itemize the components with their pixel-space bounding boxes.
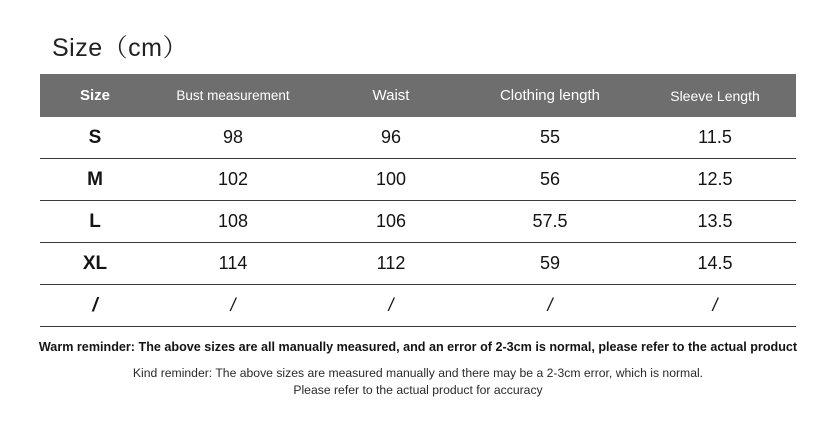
- table-row: [40, 243, 796, 285]
- cell-size: XL: [82, 252, 108, 274]
- table-header: [40, 74, 796, 117]
- cell-bust: /: [230, 295, 236, 315]
- cell-clothing-length: /: [547, 295, 553, 315]
- cell-waist: /: [388, 295, 394, 315]
- column-header-bust: Bust measurement: [176, 88, 290, 103]
- column-header-size: Size: [79, 87, 110, 104]
- cell-bust: 114: [218, 253, 248, 273]
- size-table: [40, 74, 796, 327]
- cell-bust: 108: [217, 211, 249, 231]
- table-row: [40, 285, 796, 327]
- cell-size: /: [92, 294, 98, 316]
- cell-sleeve-length: 11.5: [698, 127, 732, 147]
- cell-sleeve-length: 13.5: [697, 211, 733, 231]
- cell-clothing-length: 57.5: [532, 211, 568, 231]
- reminder-notes: [0, 330, 836, 399]
- cell-clothing-length: 55: [539, 127, 561, 147]
- warm-reminder-text: Warm reminder: The above sizes are all manually measured, and an error of 2-3cm is normal, please refer to the actual product: [38, 340, 798, 354]
- size-table-container: [40, 74, 796, 327]
- table-header-row: [40, 74, 796, 117]
- cell-bust: 102: [217, 169, 249, 189]
- cell-clothing-length: 59: [539, 253, 561, 273]
- cell-size: L: [89, 210, 101, 232]
- cell-waist: 106: [375, 211, 407, 231]
- kind-reminder-line-1: Kind reminder: The above sizes are measured manually and there may be a 2-3cm error, which is normal.: [132, 366, 704, 380]
- table-body: [40, 117, 796, 327]
- column-header-waist: Waist: [372, 87, 410, 104]
- cell-sleeve-length: 12.5: [697, 169, 733, 189]
- page-title: Size（cm）: [52, 34, 188, 62]
- table-row: [40, 201, 796, 243]
- kind-reminder-block: [0, 365, 836, 399]
- cell-bust: 98: [222, 127, 244, 147]
- cell-waist: 112: [376, 253, 406, 273]
- column-header-clothing-length: Clothing length: [499, 87, 601, 104]
- cell-waist: 100: [375, 169, 407, 189]
- cell-sleeve-length: 14.5: [697, 253, 733, 273]
- cell-size: M: [87, 168, 103, 190]
- cell-clothing-length: 56: [539, 169, 561, 189]
- table-row: [40, 159, 796, 201]
- column-header-sleeve-length: Sleeve Length: [670, 87, 760, 104]
- cell-waist: 96: [380, 127, 402, 147]
- kind-reminder-line-2: Please refer to the actual product for accuracy: [293, 383, 543, 397]
- cell-size: S: [88, 126, 102, 148]
- table-row: [40, 117, 796, 159]
- cell-sleeve-length: /: [712, 295, 718, 315]
